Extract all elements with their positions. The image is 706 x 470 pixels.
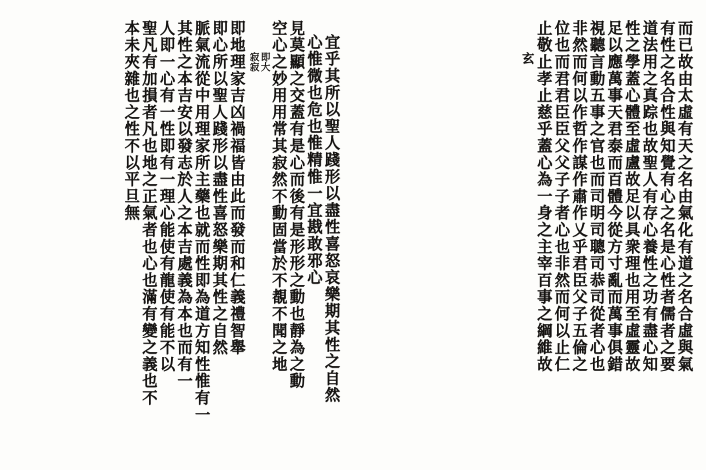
text-column: 而已故由太虛有天之名由氣化有道之名合虛與氣 xyxy=(676,20,694,373)
text-column: 即地理家吉凶禍福皆由此而發而和仁義禮智舉 xyxy=(228,20,247,356)
interlinear-note-line-2: 寂寂 xyxy=(247,52,259,73)
interlinear-note-line-1: 即大 xyxy=(258,52,270,73)
text-column: 止敬止孝止慈乎蓋心為一身之主宰百事之綱維故 xyxy=(535,20,554,373)
text-column: 視聽言動五事之官也而司明司聰司恭司從者心也 xyxy=(588,20,607,373)
text-column: 其性之本吉安以發志於人之本吉處義為本也而有一 xyxy=(175,20,194,390)
text-column: 足以應萬事天君泰而百體今從方寸亂而萬事俱錯 xyxy=(605,20,624,373)
right-page xyxy=(353,0,706,470)
text-column: 宜乎其所以聖人踐形以盡性喜怒哀樂期其性之自然 xyxy=(323,34,341,404)
text-column: 空心之妙用用常其寂然不動固當於不覩不聞之地 xyxy=(270,20,289,373)
text-column-trailing-glyph: 玄 xyxy=(520,52,535,66)
text-column: 見莫顯之交蓋有是心而後有是形形之動也靜為之動 xyxy=(287,20,306,390)
text-column: 即心所以聖人踐形以盡性喜怒樂期其性之自然 xyxy=(210,20,229,356)
text-column: 脈氣流從中用理家所主藥也就而性即為道方知性惟有一 xyxy=(193,20,212,424)
text-column: 有性之名合性與知覺有心之名是心性者儒者之要 xyxy=(658,20,677,373)
text-column: 心惟微也危也惟精惟一宜戡敢邪心 xyxy=(305,34,324,286)
text-column: 聖凡有加損者凡也地之正氣者也心也滿有變之義也不 xyxy=(140,20,159,407)
text-column: 道法用之真踪也故聖人有存心養性之功有盡心知 xyxy=(640,20,659,373)
column-with-interlinear-note xyxy=(247,18,287,373)
text-column: 性之學蓋心體至虛盧故足以具衆理也用至虛靈故 xyxy=(623,20,642,373)
text-column: 位也而君君臣臣父父子子者心也非然而何以止仁 xyxy=(552,20,571,373)
text-column: 本未夾雜也之性不以平旦無 xyxy=(122,20,141,222)
text-column: 人即一心有一性即有一理心能使有龍使有能不以 xyxy=(157,20,176,373)
text-column: 非然而何以作哲作謀作肅作乂乎君臣父子五倫之 xyxy=(570,20,589,373)
